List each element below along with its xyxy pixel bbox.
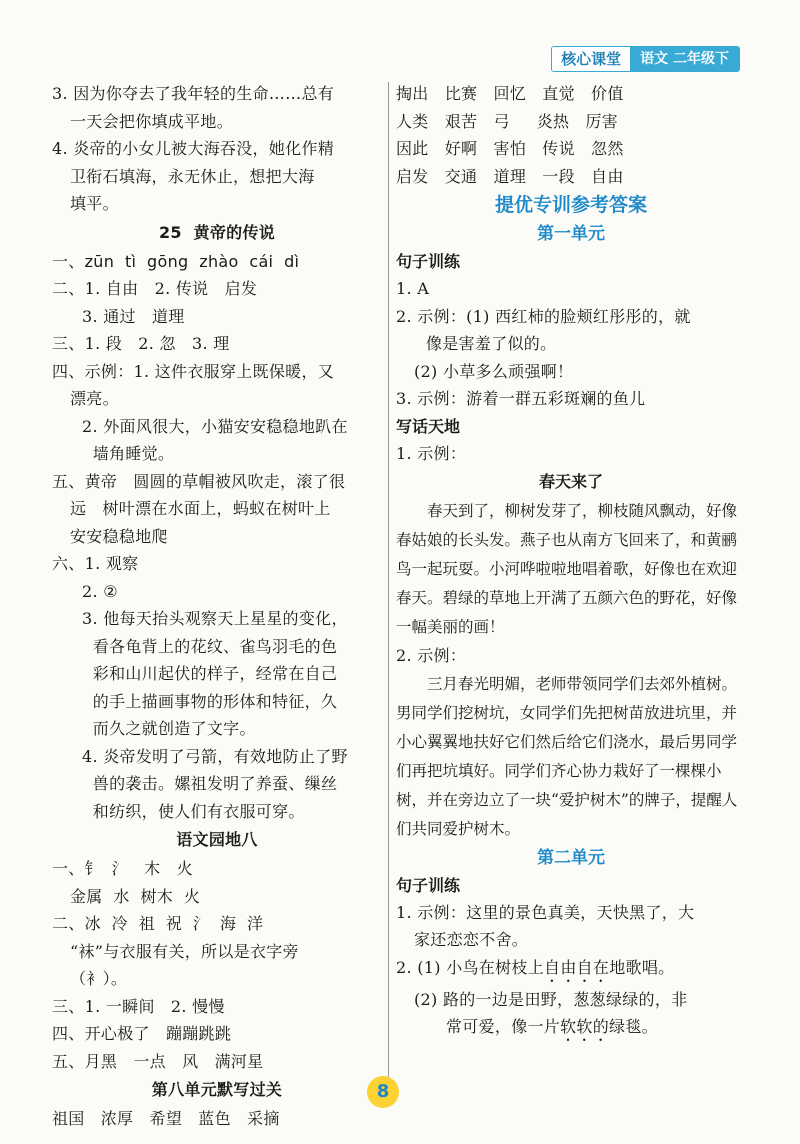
u2-2c-post: 绿毯。 bbox=[609, 1017, 658, 1036]
left-line: 彩和山川起伏的样子，经常在自己 bbox=[82, 664, 338, 683]
answer-line: 2. 示例：(1) 西红柿的脸颊红彤彤的，就 bbox=[396, 306, 691, 326]
vocab-answer-list bbox=[396, 80, 746, 190]
vocab-line: 掏出 比赛 回忆 直觉 价值 bbox=[396, 84, 624, 103]
page-number: 8 bbox=[367, 1076, 399, 1108]
left-line: 三、1. 段 2. 忽 3. 理 bbox=[52, 334, 230, 353]
tiyou-title: 提优专训参考答案 bbox=[494, 194, 647, 216]
column-divider bbox=[388, 82, 389, 1082]
left-column bbox=[52, 80, 382, 1133]
left-line: 卫衔石填海，永无休止，想把大海 bbox=[70, 166, 315, 186]
u2-2a-post: 地歌唱。 bbox=[609, 957, 675, 977]
left-line: 3. 因为你夺去了我年轻的生命……总有 bbox=[52, 84, 335, 103]
left-line: 祖国 浓厚 希望 蓝色 采摘 bbox=[52, 1109, 280, 1128]
unit2-title: 第二单元 bbox=[537, 847, 605, 868]
left-line: 四、开心极了 蹦蹦跳跳 bbox=[52, 1024, 232, 1043]
u2-2c-pre: 常可爱，像一片 bbox=[446, 1017, 561, 1036]
essay-1-title: 春天来了 bbox=[538, 472, 603, 491]
vocab-line: 启发 交通 道理 一段 自由 bbox=[396, 166, 624, 186]
left-line: 六、1. 观察 bbox=[52, 554, 139, 573]
left-line: 4. 炎帝的小女儿被大海吞没，她化作精 bbox=[52, 139, 335, 158]
vocab-line: 人类 艰苦 弓 炎热 厉害 bbox=[396, 111, 619, 131]
left-line: 兽的袭击。嫘祖发明了养蚕、缫丝 bbox=[82, 774, 338, 793]
u2-2c-emphasis: 软软的 bbox=[560, 1017, 610, 1036]
answer-line: (2) 小草多么顽强啊！ bbox=[414, 361, 574, 381]
left-line: 和纺织，使人们有衣服可穿。 bbox=[82, 801, 305, 821]
left-line: 3. 他每天抬头观察天上星星的变化， bbox=[82, 609, 348, 628]
writing-example-2-label: 2. 示例： bbox=[396, 646, 467, 665]
left-line: 漂亮。 bbox=[70, 389, 119, 408]
brand-label: 核心课堂 bbox=[552, 47, 630, 71]
u2-2a-emphasis: 自由自在 bbox=[544, 957, 610, 977]
left-line: 4. 炎帝发明了弓箭，有效地防止了野 bbox=[82, 746, 348, 766]
left-line: 五、月黑 一点 风 满河星 bbox=[52, 1051, 264, 1071]
left-line: 2. ② bbox=[82, 581, 118, 601]
subject-label: 语文 二年级下 bbox=[630, 47, 739, 71]
unit1-sentence-answers bbox=[396, 275, 746, 413]
left-line: 远 树叶漂在水面上，蚂蚁在树叶上 bbox=[70, 499, 331, 518]
left-line: 二、1. 自由 2. 传说 启发 bbox=[52, 279, 258, 298]
left-line: 第八单元默写过关 bbox=[151, 1080, 283, 1099]
left-line: 填平。 bbox=[70, 194, 119, 213]
left-line: 四、示例：1. 这件衣服穿上既保暖，又 bbox=[52, 361, 335, 381]
u2-answer-2a bbox=[396, 954, 746, 986]
writing-example-1-label: 1. 示例： bbox=[396, 443, 467, 463]
left-line: 2. 外面风很大，小猫安安稳稳地趴在 bbox=[82, 416, 348, 436]
vocab-line: 因此 好啊 害怕 传说 忽然 bbox=[396, 139, 624, 158]
essay-2-body: 三月春光明媚，老师带领同学们去郊外植树。男同学们挖树坑，女同学们先把树苗放进坑里，并小心翼翼地扶好它们然后给它们浇水，最后男同学们再把坑填好。同学们齐心协力栽好了一棵棵小树，并在旁边立了一块“爱护树木”的牌子，提醒人们共同爱护树木。 bbox=[396, 674, 738, 838]
left-line: 语文园地八 bbox=[176, 830, 258, 849]
answer-line: 1. A bbox=[396, 279, 430, 298]
u2-answer-1b: 家还恋恋不舍。 bbox=[414, 930, 529, 949]
left-line: 安安稳稳地爬 bbox=[70, 526, 168, 546]
left-line: 的手上描画事物的形体和特征，久 bbox=[82, 691, 338, 711]
left-line: “袜”与衣服有关，所以是衣字旁 bbox=[70, 941, 299, 961]
unit1-title: 第一单元 bbox=[537, 224, 605, 244]
u2-2a-pre: 2. (1) 小鸟在树枝上 bbox=[396, 957, 545, 977]
page-header-badge bbox=[551, 46, 740, 72]
left-line: 一、钅 氵 木 火 bbox=[52, 859, 193, 878]
u2-answer-1a: 1. 示例：这里的景色真美，天快黑了，大 bbox=[396, 902, 695, 922]
left-line: 3. 通过 道理 bbox=[82, 306, 185, 326]
u2-answer-2c bbox=[396, 1013, 746, 1045]
left-line: 墙角睡觉。 bbox=[82, 444, 175, 463]
left-line: 金属 水 树木 火 bbox=[70, 886, 201, 906]
left-line: 一天会把你填成平地。 bbox=[70, 111, 234, 131]
left-line: 三、1. 一瞬间 2. 慢慢 bbox=[52, 996, 225, 1016]
left-line: 而久之就创造了文字。 bbox=[82, 719, 256, 738]
answer-line: 3. 示例：游着一群五彩斑斓的鱼儿 bbox=[396, 389, 646, 408]
left-line: （衤）。 bbox=[70, 969, 128, 988]
writing-heading: 写话天地 bbox=[396, 416, 461, 436]
answer-line: 像是害羞了似的。 bbox=[426, 334, 557, 353]
left-line: 一、zūn tì gōng zhào cái dì bbox=[52, 251, 300, 271]
u2-answer-2b: (2) 路的一边是田野，葱葱绿绿的，非 bbox=[414, 989, 688, 1009]
left-line: 二、冰 冷 祖 祝 氵 海 洋 bbox=[52, 914, 264, 933]
left-line: 看各龟背上的花纹、雀鸟羽毛的色 bbox=[82, 636, 338, 656]
left-line: 25 黄帝的传说 bbox=[158, 222, 276, 242]
left-line: 五、黄帝 圆圆的草帽被风吹走，滚了很 bbox=[52, 471, 346, 491]
right-column bbox=[396, 80, 746, 1045]
sentence-training-heading: 句子训练 bbox=[396, 252, 461, 271]
essay-1-body: 春天到了，柳树发芽了，柳枝随风飘动，好像春姑娘的长头发。燕子也从南方飞回来了，和黄鹂鸟一起玩耍。小河哗啦啦地唱着歌，好像也在欢迎春天。碧绿的草地上开满了五颜六色的野花，好像一幅美丽的画！ bbox=[396, 502, 738, 636]
sentence-training-heading-2: 句子训练 bbox=[396, 875, 461, 895]
